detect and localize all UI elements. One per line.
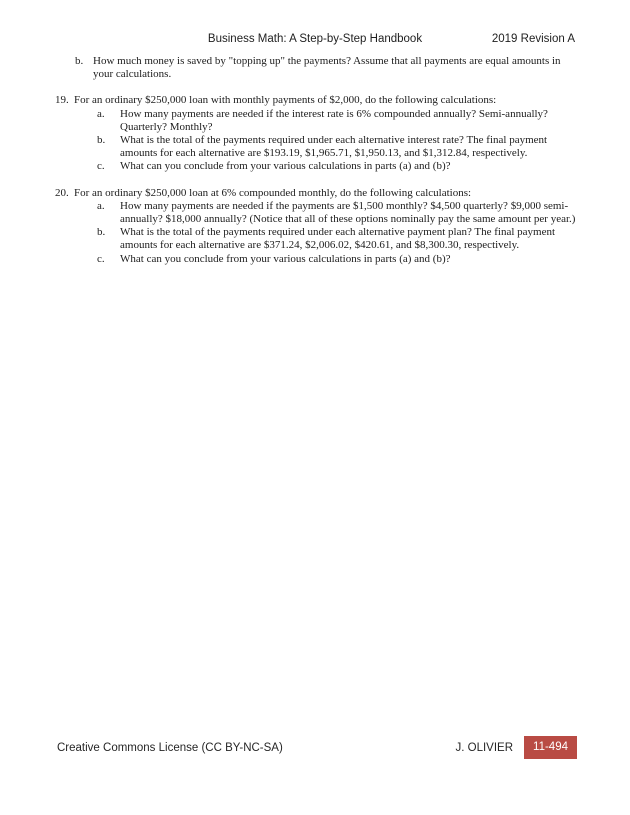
problem-part-c [55,160,576,173]
page-content [55,55,576,266]
author-name: J. OLIVIER [455,741,514,754]
problem-part-c [55,253,576,266]
part-text: How many payments are needed if the interest rate is 6% compounded annually? Semi-annually? Quarterly? Monthly? [120,107,548,133]
footer-right-group [456,736,578,759]
problem-part-b [55,134,576,160]
list-marker: b. [75,55,84,67]
revision-label: 2019 Revision A [491,33,575,45]
page-footer [57,736,577,759]
part-text: What can you conclude from your various calculations in parts (a) and (b)? [120,252,451,265]
problem-20 [55,187,576,266]
book-title: Business Math: A Step-by-Step Handbook [207,33,423,45]
problem-head [55,94,576,107]
problem-head [55,187,576,200]
problem-part-a [55,108,576,134]
part-text: What is the total of the payments required under each alternative interest rate? The final payment amounts for each alternative are $193.19, $1,965.71, $1,950.13, and $1,312.84, respectively. [120,134,548,160]
list-item-continuation-b [75,55,576,81]
part-text: What is the total of the payments required under each alternative payment plan? The final payment amounts for each alternative are $371.24, $2,006.02, $420.61, and $8,300.30, respectively. [120,226,556,252]
part-marker: b. [97,226,106,239]
problem-intro-text: For an ordinary $250,000 loan with monthly payments of $2,000, do the following calculations: [74,94,497,107]
part-text: How many payments are needed if the payments are $1,500 monthly? $4,500 quarterly? $9,000 semi-annually? $18,000 annually? (Notice that all of these options nominally pay the same amount per year.) [120,199,576,226]
part-text: What can you conclude from your various calculations in parts (a) and (b)? [120,160,451,173]
problem-part-a [55,200,576,226]
part-marker: b. [97,134,106,147]
problem-number: 20. [55,186,69,199]
problem-part-b [55,226,576,252]
part-marker: c. [97,252,105,265]
problem-number: 19. [55,94,69,107]
license-text: Creative Commons License (CC BY-NC-SA) [57,741,283,754]
part-marker: c. [97,160,105,173]
problem-intro-text: For an ordinary $250,000 loan at 6% compounded monthly, do the following calculations: [74,186,472,199]
part-marker: a. [97,107,105,120]
page-number-badge: 11-494 [524,736,577,759]
list-item-text: How much money is saved by "topping up" the payments? Assume that all payments are equal amounts in your calculations. [93,55,561,81]
page-header [55,33,575,49]
part-marker: a. [97,199,105,212]
problem-19 [55,94,576,173]
